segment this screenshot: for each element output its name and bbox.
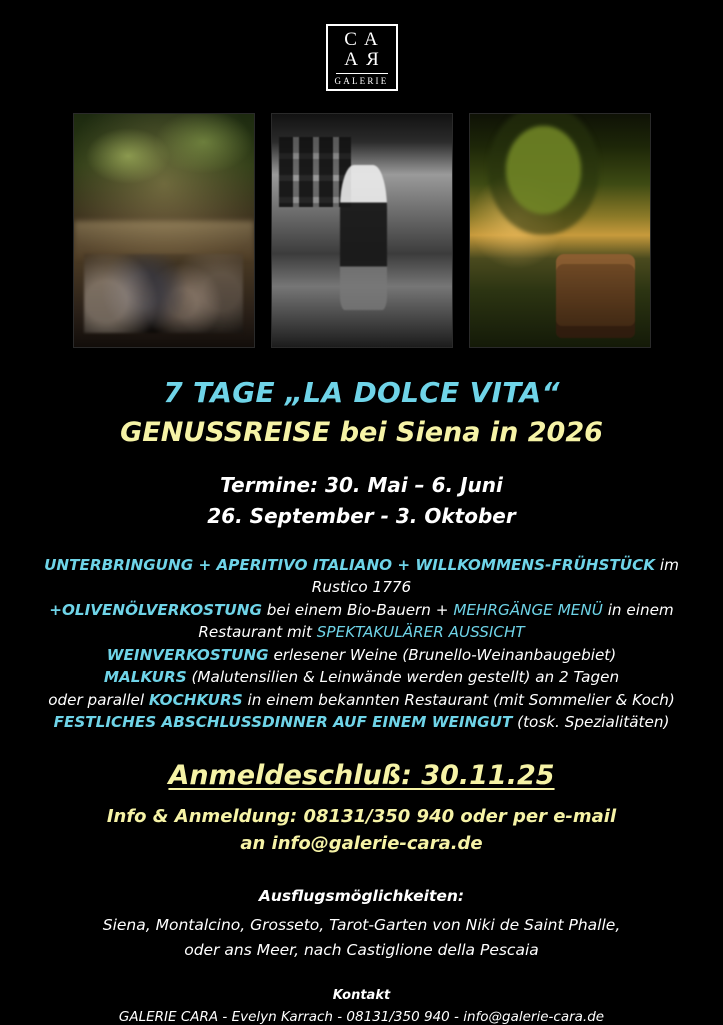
photo-strip: [0, 113, 723, 348]
service-line-7-text: (tosk. Spezialitäten): [512, 713, 670, 732]
kitchen-black-and-white-photo: [271, 113, 453, 348]
service-line-3-highlight: SPEKTAKULÄRER AUSSICHT: [316, 623, 525, 642]
excursions-title: Ausflugsmöglichkeiten:: [258, 886, 465, 905]
service-line-2-text-b: in einem: [602, 600, 674, 619]
service-line-5: [14, 666, 709, 689]
services-list: [14, 554, 709, 734]
excursions-line-2: oder ans Meer, nach Castiglione della Pescaia: [184, 940, 539, 959]
logo-letters-row-1: [334, 30, 390, 50]
logo-letters-row-2: [334, 50, 390, 70]
travel-date-1: Termine: 30. Mai – 6. Juni: [220, 472, 503, 497]
service-line-1-highlight: UNTERBRINGUNG + APERITIVO ITALIANO + WILLKOMMENS-FRÜHSTÜCK: [44, 555, 656, 574]
logo-container: [0, 0, 723, 91]
excursions-line-1: Siena, Montalcino, Grosseto, Tarot-Garten von Niki de Saint Phalle,: [102, 915, 621, 934]
service-line-1: [14, 554, 709, 599]
service-line-1-rest: im Rustico 1776: [311, 555, 679, 597]
service-line-2-highlight-a: +OLIVENÖLVERKOSTUNG: [49, 600, 262, 619]
kontakt-title: Kontakt: [332, 988, 391, 1004]
service-line-5-text: (Malutensilien & Leinwände werden gestellt) an 2 Tagen: [186, 668, 620, 687]
content-area: [0, 376, 723, 1025]
booking-contact: [14, 803, 709, 857]
service-line-2-highlight-b: MEHRGÄNGE MENÜ: [453, 600, 603, 619]
service-line-6: [14, 689, 709, 712]
service-line-6-text-a: oder parallel: [48, 690, 149, 709]
logo-divider: [336, 73, 388, 74]
logo-wordmark: GALERIE: [334, 75, 389, 86]
booking-contact-line-1: Info & Anmeldung: 08131/350 940 oder per e-mail: [106, 805, 617, 827]
excursions-body: [14, 913, 709, 963]
travel-dates: [14, 470, 709, 532]
logo-letter-c: C: [344, 29, 358, 50]
travel-date-2: 26. September - 3. Oktober: [207, 503, 516, 528]
dinner-under-pergola-photo: [73, 113, 255, 348]
service-line-4: [14, 644, 709, 667]
service-line-2-text-a: bei einem Bio-Bauern +: [261, 600, 454, 619]
service-line-7-highlight: FESTLICHES ABSCHLUSSDINNER AUF EINEM WEINGUT: [53, 713, 513, 732]
service-line-4-highlight: WEINVERKOSTUNG: [106, 645, 269, 664]
kontakt-details: GALERIE CARA - Evelyn Karrach - 08131/350 940 - info@galerie-cara.de: [118, 1009, 605, 1025]
logo-letter-r-mirrored: R: [365, 48, 379, 70]
headline-primary: 7 TAGE „LA DOLCE VITA“: [163, 375, 560, 409]
service-line-4-text: erlesener Weine (Brunello-Weinanbaugebiet): [268, 645, 617, 664]
logo-letter-a: A: [363, 29, 379, 50]
service-line-7: [14, 711, 709, 734]
service-line-6-text-b: in einem bekannten Restaurant (mit Sommelier & Koch): [242, 690, 675, 709]
booking-contact-line-2: an info@galerie-cara.de: [240, 832, 483, 854]
galerie-cara-logo: [326, 24, 398, 91]
service-line-3-text: Restaurant mit: [198, 623, 317, 642]
service-line-6-highlight: KOCHKURS: [148, 690, 243, 709]
vineyard-sunset-barrel-photo: [469, 113, 651, 348]
service-line-5-highlight: MALKURS: [103, 668, 187, 687]
service-line-2: [14, 599, 709, 622]
service-line-3: [14, 621, 709, 644]
headline-secondary: GENUSSREISE bei Siena in 2026: [120, 416, 603, 448]
registration-deadline: Anmeldeschluß: 30.11.25: [168, 759, 555, 791]
logo-letter-a2: A: [344, 48, 360, 70]
